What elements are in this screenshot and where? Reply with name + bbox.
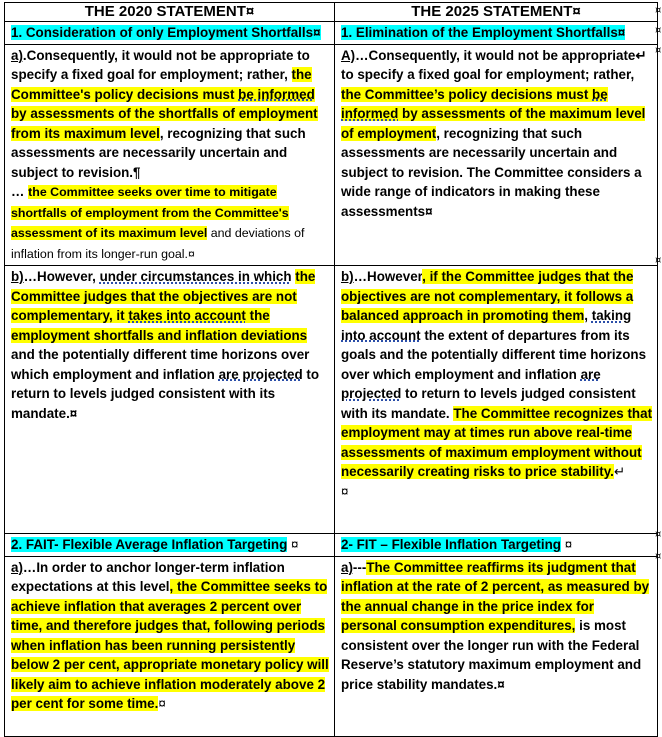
label-a-2020: a) bbox=[11, 47, 23, 63]
section-1-2025-title: 1. Elimination of the Employment Shortfalls¤ bbox=[335, 22, 658, 45]
cell-b-2025: b)…However, if the Committee judges that the objectives are not complementary, it follows a balanced approach in promoting them, taking into account the extent of departures from its goals and the potentially different time horizons over which employment and inflation are projected to return to levels judged consistent with its mandate. The Committee recognizes that employment may at times run above real-time assessments of maximum employment without necessarily creating risks to price stability.↵ ¤ bbox=[335, 266, 658, 534]
section-1-row bbox=[5, 22, 658, 45]
label-c-2020: a) bbox=[11, 559, 23, 575]
cell-a-2025: A)…Consequently, it would not be appropriate↵ to specify a fixed goal for employment; rather, the Committee’s policy decisions must be informed by assessments of the maximum level of employment, recognizing that such assessments are necessarily uncertain and subject to revision. The Committee considers a wide range of indicators in making these assessments¤ bbox=[335, 44, 658, 266]
cell-a-2020: a).Consequently, it would not be appropriate to specify a fixed goal for employment; rather, the Committee's policy decisions must be informed by assessments of the shortfalls of employment from its maximum level, recognizing that such assessments are necessarily uncertain and subject to revision.¶ … the Committee seeks over time to mitigate shortfalls of employment from the Committee's assessment of its maximum level and deviations of inflation from its longer-run goal.¤ bbox=[5, 44, 335, 266]
section-2-2025-title: 2- FIT – Flexible Inflation Targeting ¤ bbox=[335, 534, 658, 557]
comparison-table bbox=[4, 2, 658, 737]
row-c bbox=[5, 556, 658, 736]
cell-b-2020: b)…However, under circumstances in which the Committee judges that the objectives are not complementary, it takes into account the employment shortfalls and inflation deviations and the potentially different time horizons over which employment and inflation are projected to return to levels judged consistent with its mandate.¤ bbox=[5, 266, 335, 534]
section-2-row bbox=[5, 534, 658, 557]
row-a bbox=[5, 44, 658, 266]
section-2-2020-title: 2. FAIT- Flexible Average Inflation Targeting ¤ bbox=[5, 534, 335, 557]
row-end-marker-1: ¤ bbox=[655, 5, 662, 16]
label-b-2020: b) bbox=[11, 269, 24, 284]
header-row bbox=[5, 3, 658, 22]
row-b bbox=[5, 266, 658, 534]
cell-c-2025: a)---The Committee reaffirms its judgment that inflation at the rate of 2 percent, as measured by the annual change in the price index for personal consumption expenditures, is most consistent over the longer run with the Federal Reserve’s statutory maximum employment and price stability mandates.¤ bbox=[335, 556, 658, 736]
cell-c-2020: a)…In order to anchor longer-term inflation expectations at this level, the Committee seeks to achieve inflation that averages 2 percent over time, and therefore judges that, following periods when inflation has been running persistently below 2 per cent, appropriate monetary policy will likely aim to achieve inflation moderately above 2 per cent for some time.¤ bbox=[5, 556, 335, 736]
row-end-marker-5: ¤ bbox=[655, 529, 662, 540]
label-c-2025: a) bbox=[341, 559, 353, 575]
section-1-2020-title: 1. Consideration of only Employment Shortfalls¤ bbox=[5, 22, 335, 45]
row-end-marker-4: ¤ bbox=[655, 255, 662, 266]
row-end-marker-6: ¤ bbox=[655, 551, 662, 562]
header-2020: THE 2020 STATEMENT¤ bbox=[5, 3, 335, 22]
label-b-2025: b) bbox=[341, 269, 354, 284]
label-a-2025: A) bbox=[341, 47, 356, 63]
row-end-marker-2: ¤ bbox=[655, 25, 662, 36]
row-end-marker-3: ¤ bbox=[655, 45, 662, 56]
header-2025: THE 2025 STATEMENT¤ bbox=[335, 3, 658, 22]
